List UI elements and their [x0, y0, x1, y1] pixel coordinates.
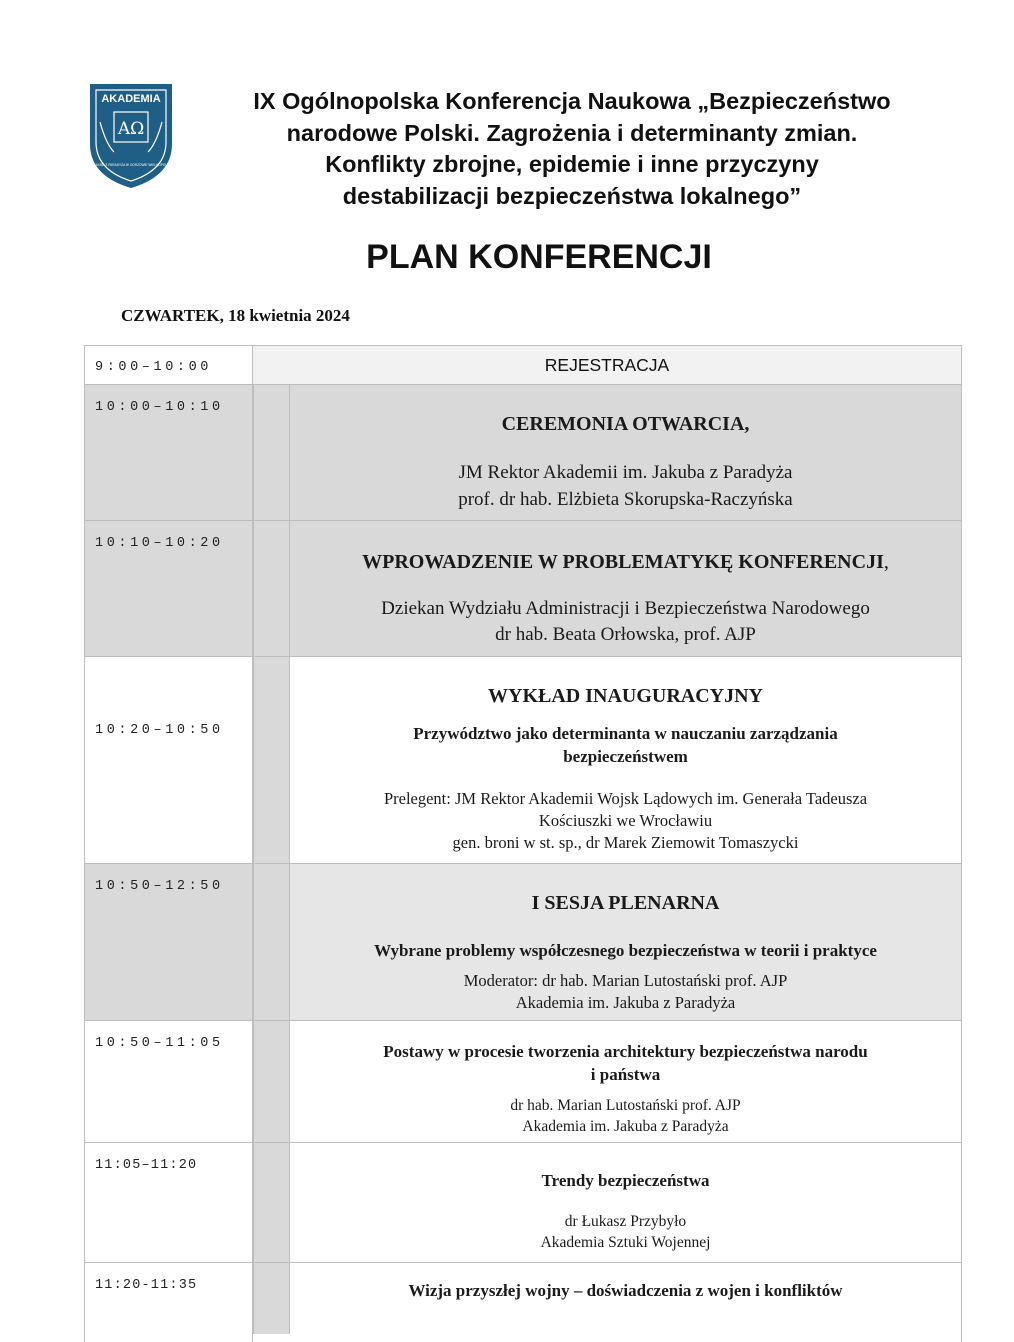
time-cell: [84, 657, 253, 863]
conference-title: [190, 86, 954, 212]
conference-title-line: destabilizacji bezpieczeństwa lokalnego”: [342, 182, 802, 209]
speaker-line: Akademia Sztuki Wojennej: [540, 1234, 711, 1251]
speaker-line: dr hab. Marian Lutostański prof. AJP: [510, 1097, 741, 1114]
schedule-row-talk: [84, 1020, 962, 1142]
plan-title: PLAN KONFERENCJI: [366, 238, 712, 276]
speaker-line: Prelegent: JM Rektor Akademii Wojsk Lądowych im. Generała Tadeusza: [383, 789, 868, 808]
schedule-row-talk: [84, 1262, 962, 1342]
content-cell: [290, 1143, 962, 1262]
time-label: 10:00–10:10: [95, 400, 224, 415]
schedule-row-opening: [84, 384, 962, 520]
content-cell: [290, 1263, 962, 1342]
logo-center-text: AΩ: [117, 119, 145, 139]
conference-title-line: Konflikty zbrojne, epidemie i inne przyczyny: [325, 151, 819, 177]
time-label: 10:10–10:20: [95, 536, 224, 551]
session-title: CEREMONIA OTWARCIA,: [501, 413, 750, 435]
time-cell: [84, 1263, 253, 1342]
session-title: I SESJA PLENARNA: [531, 892, 720, 914]
moderator-line: Moderator: dr hab. Marian Lutostański prof. AJP: [463, 971, 788, 990]
logo-bottom-text: IM. JAKUBA Z PARADYŻA W GORZOWIE WIELKOPOLSKIM: [87, 163, 175, 167]
time-label: 10:50–12:50: [95, 879, 224, 894]
lecture-topic-line: Przywództwo jako determinanta w nauczaniu zarządzania: [413, 724, 838, 743]
session-topic: Wybrane problemy współczesnego bezpieczeństwa w teorii i praktyce: [374, 941, 877, 960]
registration-title: REJESTRACJA: [544, 355, 670, 375]
talk-title-line: Trendy bezpieczeństwa: [541, 1171, 710, 1190]
session-title-wrap: [290, 551, 961, 574]
session-title: WPROWADZENIE W PROBLEMATYKĘ KONFERENCJI: [362, 551, 884, 573]
time-cell: [84, 346, 253, 384]
time-cell: [84, 864, 253, 1020]
content-cell: [290, 657, 962, 863]
registration-cell: [253, 346, 962, 384]
time-label: 10:50–11:05: [95, 1036, 224, 1051]
akademia-logo: [86, 82, 176, 190]
speaker-line: dr Łukasz Przybyło: [564, 1213, 687, 1230]
time-label: 9:00–10:00: [95, 360, 213, 375]
speaker-line: Akademia im. Jakuba z Paradyża: [522, 1118, 729, 1135]
schedule-row-registration: [84, 345, 962, 384]
session-title-suffix: ,: [883, 551, 889, 573]
session-title: WYKŁAD INAUGURACYJNY: [488, 685, 763, 707]
schedule-row-talk: [84, 1142, 962, 1262]
logo-top-text: AKADEMIA: [101, 93, 161, 105]
conference-title-line: narodowe Polski. Zagrożenia i determinanty zmian.: [286, 119, 858, 146]
lecture-topic-line: bezpieczeństwem: [563, 747, 688, 766]
time-label: 11:05–11:20: [95, 1158, 198, 1173]
speaker-line: dr hab. Beata Orłowska, prof. AJP: [495, 624, 756, 645]
time-cell: [84, 385, 253, 520]
time-cell: [84, 1143, 253, 1262]
schedule-row-plenary-session: [84, 863, 962, 1020]
content-cell: [290, 1021, 962, 1142]
time-label: 11:20-11:35: [95, 1278, 198, 1293]
content-cell: [290, 385, 962, 520]
schedule-table: [84, 345, 962, 1325]
day-label: CZWARTEK, 18 kwietnia 2024: [121, 306, 350, 325]
conference-title-line: IX Ogólnopolska Konferencja Naukowa „Bezpieczeństwo: [253, 88, 891, 114]
content-cell: [290, 864, 962, 1020]
speaker-line: gen. broni w st. sp., dr Marek Ziemowit Tomaszycki: [452, 833, 799, 852]
time-cell: [84, 521, 253, 656]
speaker-line: JM Rektor Akademii im. Jakuba z Paradyża: [458, 462, 793, 483]
schedule-row-inaugural-lecture: [84, 656, 962, 863]
moderator-line: Akademia im. Jakuba z Paradyża: [515, 993, 736, 1012]
speaker-line: Kościuszki we Wrocławiu: [538, 811, 713, 830]
talk-title-line: Postawy w procesie tworzenia architektury bezpieczeństwa narodu: [383, 1042, 868, 1061]
schedule-row-introduction: [84, 520, 962, 656]
talk-title-line: i państwa: [590, 1065, 661, 1084]
speaker-line: Dziekan Wydziału Administracji i Bezpieczeństwa Narodowego: [381, 598, 870, 619]
content-cell: [290, 521, 962, 656]
time-cell: [84, 1021, 253, 1142]
talk-title-line: Wizja przyszłej wojny – doświadczenia z wojen i konfliktów: [408, 1281, 843, 1300]
speaker-line: prof. dr hab. Elżbieta Skorupska-Raczyńska: [458, 489, 793, 510]
time-label: 10:20–10:50: [95, 723, 224, 738]
